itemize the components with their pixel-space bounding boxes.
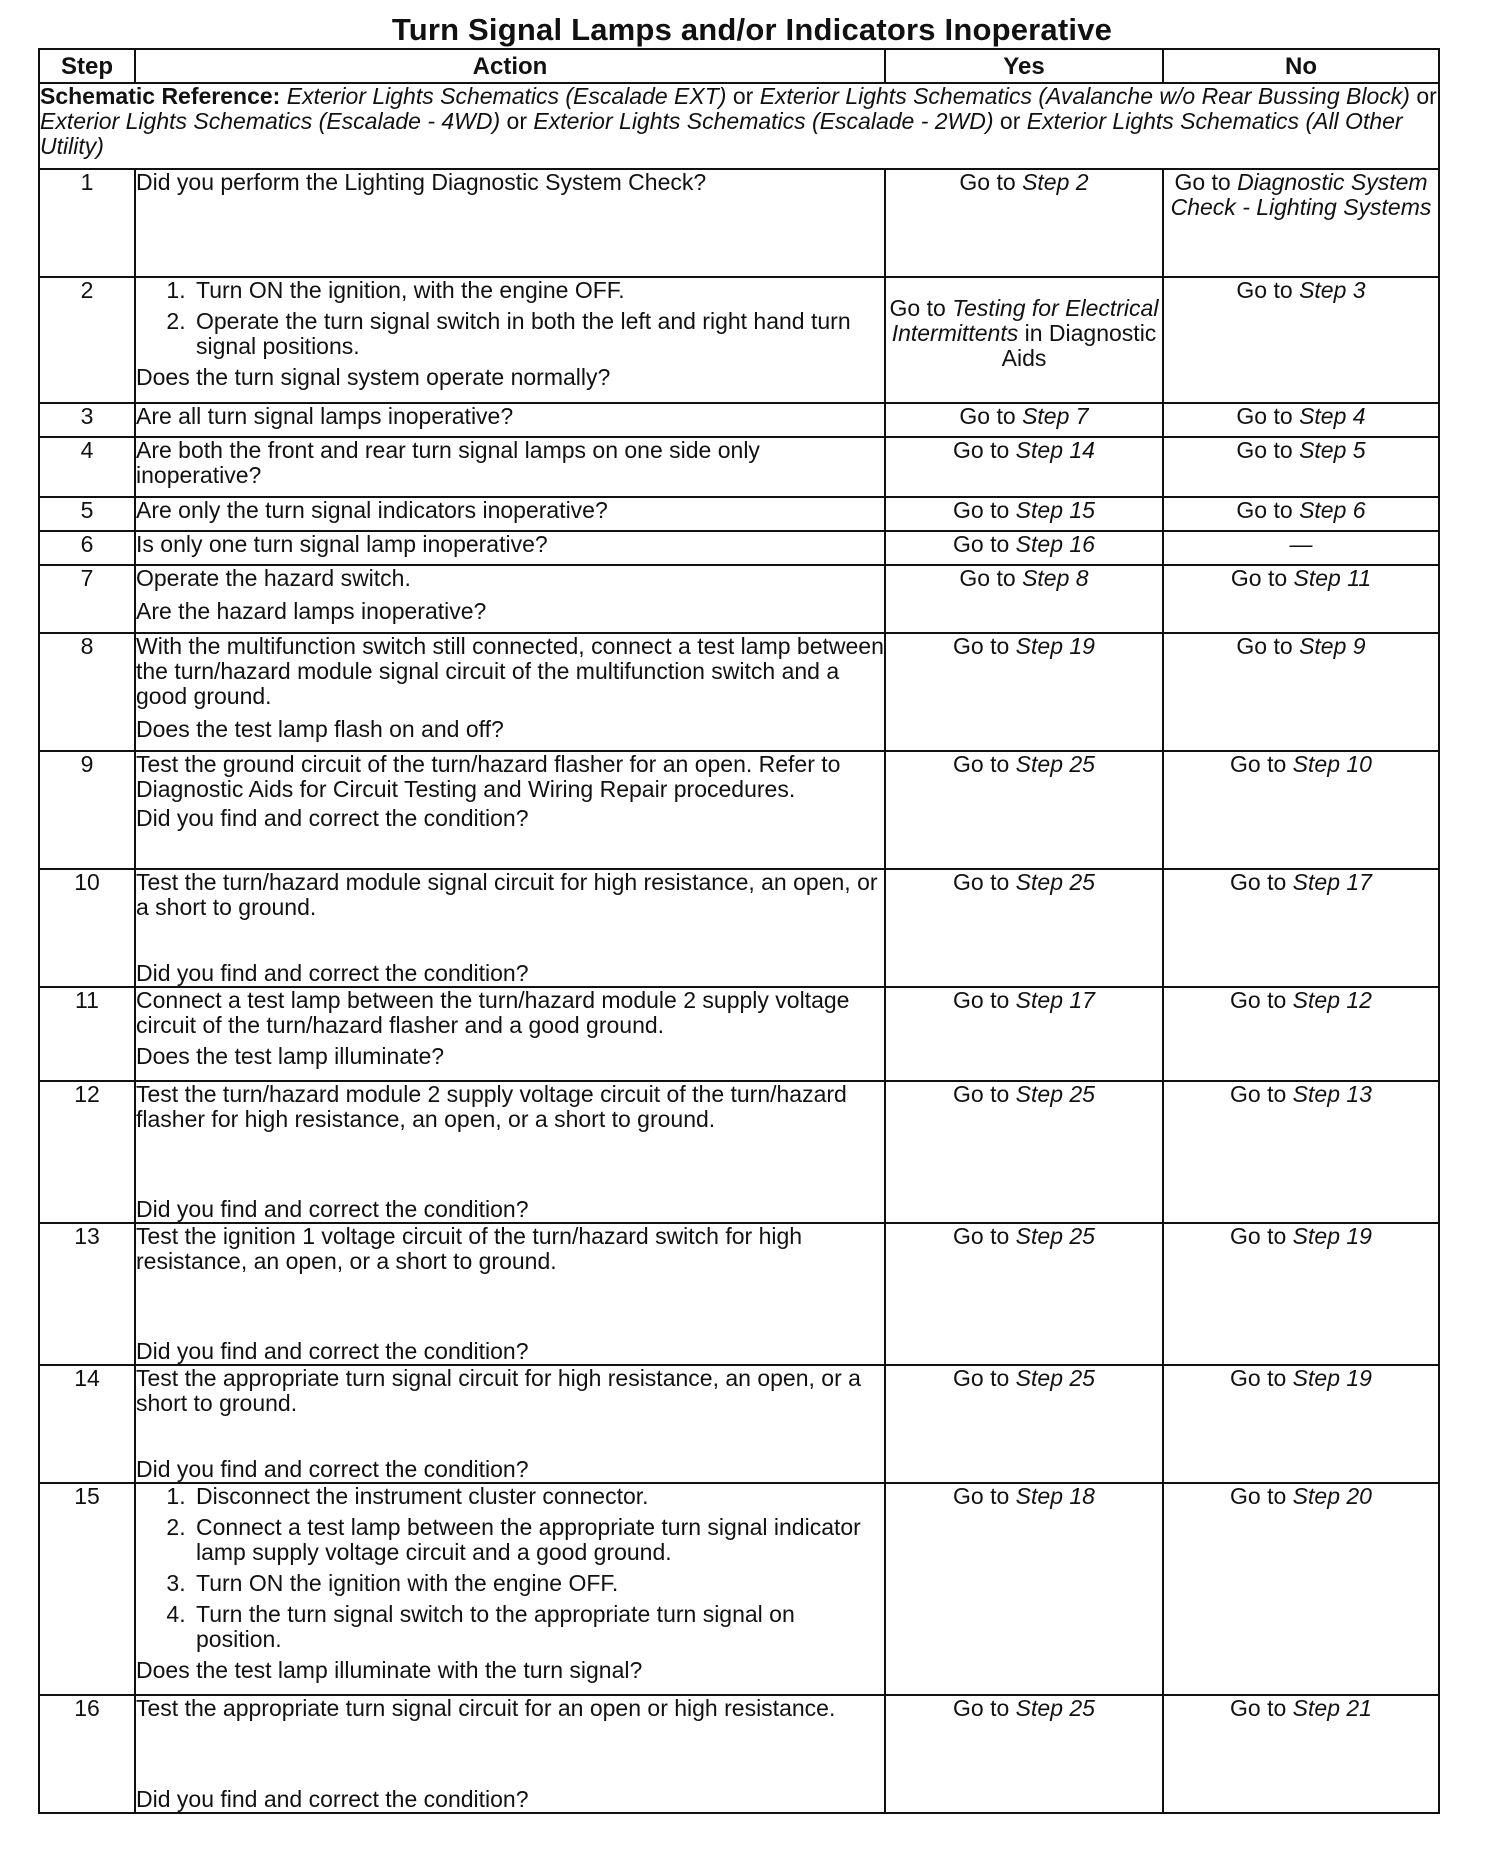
action-cell: Test the ground circuit of the turn/hazard flasher for an open. Refer to Diagnostic Aids for Circuit Testing and Wiring Repair procedures. Did you find and correct the condition? [135,751,885,869]
table-row [39,633,1439,751]
no-cell: Go to Step 17 [1163,869,1439,987]
no-cell: Go to Step 10 [1163,751,1439,869]
diagnostic-table [38,48,1440,1814]
table-row [39,751,1439,869]
list-item: 1. Disconnect the instrument cluster connector. [192,1484,884,1509]
step-number: 1 [39,169,135,277]
table-row [39,531,1439,565]
no-cell: Go to Step 11 [1163,565,1439,633]
header-yes: Yes [885,49,1163,83]
yes-cell: Go to Step 25 [885,869,1163,987]
question: Did you find and correct the condition? [136,805,529,831]
step-number: 12 [39,1081,135,1223]
no-cell: Go to Step 19 [1163,1365,1439,1483]
question: Did you find and correct the condition? [136,1196,529,1222]
question: Does the test lamp illuminate with the turn signal? [136,1657,643,1683]
yes-cell: Go to Step 25 [885,1365,1163,1483]
no-cell: Go to Step 9 [1163,633,1439,751]
action-cell: Are only the turn signal indicators inoperative? [135,497,885,531]
step-number: 15 [39,1483,135,1695]
no-cell: Go to Diagnostic System Check - Lighting Systems [1163,169,1439,277]
no-cell: Go to Step 12 [1163,987,1439,1081]
table-row [39,437,1439,497]
action-cell [135,1483,885,1695]
list-item: 4. Turn the turn signal switch to the appropriate turn signal on position. [192,1602,884,1652]
step-number: 16 [39,1695,135,1813]
yes-cell: Go to Step 25 [885,751,1163,869]
page-title: Turn Signal Lamps and/or Indicators Inoperative [391,12,1113,47]
action-cell: Connect a test lamp between the turn/hazard module 2 supply voltage circuit of the turn/hazard flasher and a good ground. Does the test lamp illuminate? [135,987,885,1081]
action-cell: Test the turn/hazard module 2 supply voltage circuit of the turn/hazard flasher for high resistance, an open, or a short to ground. Did you find and correct the condition? [135,1081,885,1223]
yes-cell: Go to Step 14 [885,437,1163,497]
action-cell: Is only one turn signal lamp inoperative? [135,531,885,565]
yes-cell: Go to Step 19 [885,633,1163,751]
action-list [136,1484,884,1652]
header-step: Step [39,49,135,83]
question: Does the test lamp illuminate? [136,1043,445,1069]
yes-cell: Go to Step 25 [885,1223,1163,1365]
action-cell: Test the ignition 1 voltage circuit of the turn/hazard switch for high resistance, an open, or a short to ground. Did you find and correct the condition? [135,1223,885,1365]
action-cell: Test the turn/hazard module signal circuit for high resistance, an open, or a short to ground. Did you find and correct the condition? [135,869,885,987]
step-number: 8 [39,633,135,751]
action-cell: Test the appropriate turn signal circuit for high resistance, an open, or a short to ground. Did you find and correct the condition? [135,1365,885,1483]
table-row [39,1081,1439,1223]
yes-cell: Go to Step 17 [885,987,1163,1081]
question: Does the turn signal system operate normally? [136,364,611,390]
step-number: 2 [39,277,135,403]
question: Does the test lamp flash on and off? [136,716,504,742]
step-number: 11 [39,987,135,1081]
table-row [39,497,1439,531]
no-cell: Go to Step 5 [1163,437,1439,497]
table-row [39,1365,1439,1483]
no-cell: Go to Step 19 [1163,1223,1439,1365]
table-row [39,169,1439,277]
yes-cell: Go to Step 16 [885,531,1163,565]
action-cell [135,277,885,403]
step-number: 7 [39,565,135,633]
table-row [39,277,1439,403]
table-row [39,1223,1439,1365]
yes-cell: Go to Step 18 [885,1483,1163,1695]
yes-cell: Go to Step 25 [885,1081,1163,1223]
action-cell: Did you perform the Lighting Diagnostic System Check? [135,169,885,277]
table-row [39,403,1439,437]
no-cell: — [1163,531,1439,565]
table-row [39,1695,1439,1813]
no-cell: Go to Step 3 [1163,277,1439,403]
table-row [39,987,1439,1081]
yes-cell: Go to Step 7 [885,403,1163,437]
action-cell: Operate the hazard switch. Are the hazard lamps inoperative? [135,565,885,633]
action-cell: Are both the front and rear turn signal lamps on one side only inoperative? [135,437,885,497]
yes-cell: Go to Step 25 [885,1695,1163,1813]
question: Did you find and correct the condition? [136,1786,529,1812]
step-number: 3 [39,403,135,437]
schematic-reference: Schematic Reference: Exterior Lights Schematics (Escalade EXT) or Exterior Lights Schematics (Avalanche w/o Rear Bussing Block) or Exterior Lights Schematics (Escalade - 4WD) or Exterior Lights Schematics (Escalade - 2WD) or Exterior Lights Schematics (All Other Utility) [39,83,1439,169]
no-cell: Go to Step 6 [1163,497,1439,531]
yes-cell: Go to Step 15 [885,497,1163,531]
action-cell: Are all turn signal lamps inoperative? [135,403,885,437]
yes-cell: Go to Step 8 [885,565,1163,633]
step-number: 14 [39,1365,135,1483]
action-cell: With the multifunction switch still connected, connect a test lamp between the turn/hazard module signal circuit of the multifunction switch and a good ground. Does the test lamp flash on and off? [135,633,885,751]
question: Did you find and correct the condition? [136,1338,529,1364]
table-row [39,565,1439,633]
yes-cell: Go to Step 2 [885,169,1163,277]
step-number: 13 [39,1223,135,1365]
no-cell: Go to Step 4 [1163,403,1439,437]
table-row [39,1483,1439,1695]
header-action: Action [135,49,885,83]
action-cell: Test the appropriate turn signal circuit for an open or high resistance. Did you find and correct the condition? [135,1695,885,1813]
question: Did you find and correct the condition? [136,1456,529,1482]
list-item: 2. Operate the turn signal switch in both the left and right hand turn signal positions. [192,309,884,359]
question: Are the hazard lamps inoperative? [136,598,487,624]
yes-cell: Go to Testing for Electrical Intermittents in Diagnostic Aids [885,277,1163,403]
schematic-reference-row [39,83,1439,169]
step-number: 5 [39,497,135,531]
list-item: 3. Turn ON the ignition with the engine OFF. [192,1571,884,1596]
no-cell: Go to Step 13 [1163,1081,1439,1223]
no-cell: Go to Step 20 [1163,1483,1439,1695]
no-cell: Go to Step 21 [1163,1695,1439,1813]
list-item: 1. Turn ON the ignition, with the engine OFF. [192,278,884,303]
header-no: No [1163,49,1439,83]
step-number: 4 [39,437,135,497]
header-row [39,49,1439,83]
table-row [39,869,1439,987]
step-number: 6 [39,531,135,565]
step-number: 9 [39,751,135,869]
action-list [136,278,884,359]
step-number: 10 [39,869,135,987]
list-item: 2. Connect a test lamp between the appropriate turn signal indicator lamp supply voltage circuit and a good ground. [192,1515,884,1565]
question: Did you find and correct the condition? [136,960,529,986]
